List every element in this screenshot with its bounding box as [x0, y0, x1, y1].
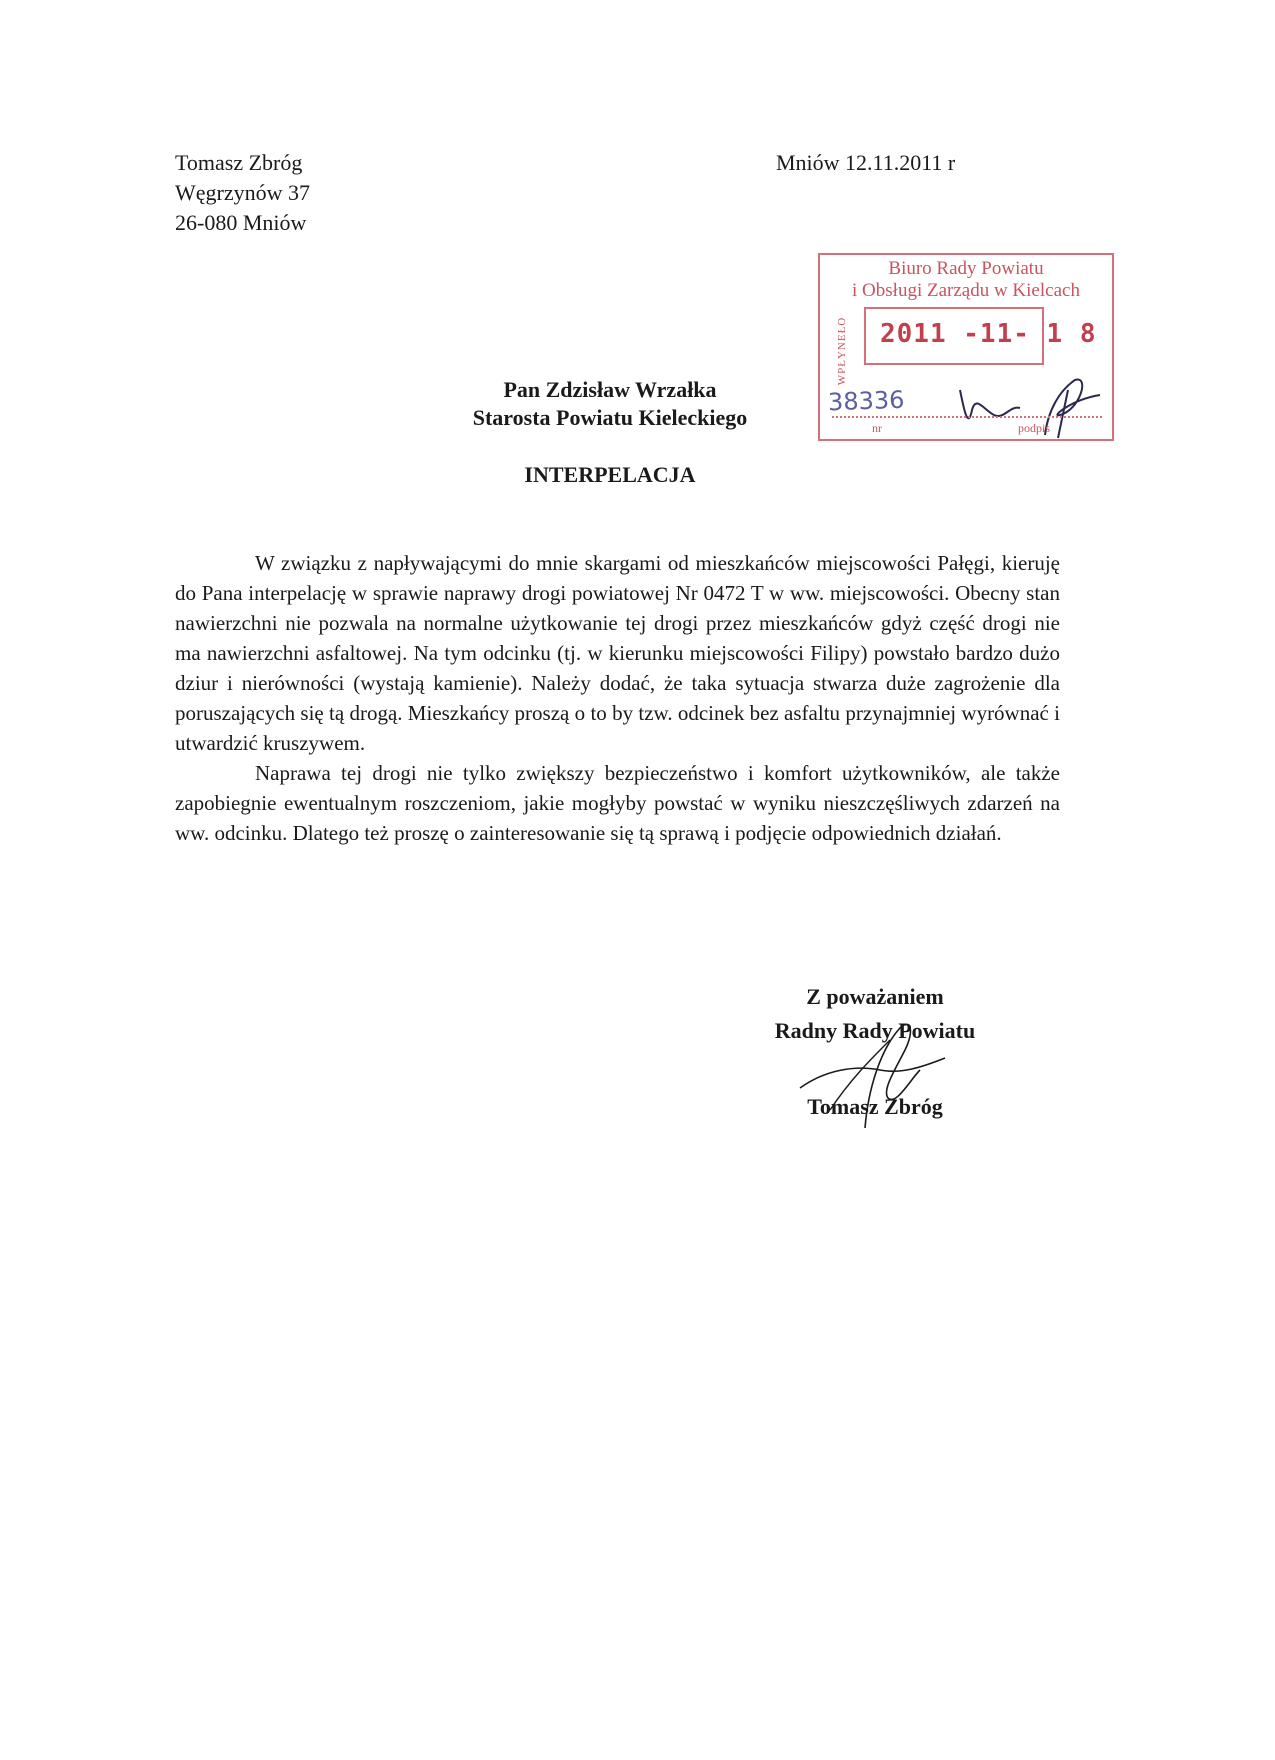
stamp-date: 2011 -11- 1 8: [880, 319, 1097, 349]
body-paragraph-1: W związku z napływającymi do mnie skargami od mieszkańców miejscowości Pałęgi, kieruję do Pana interpelację w sprawie naprawy drogi powiatowej Nr 0472 T w ww. miejscowości. Obecny stan nawierzchni nie pozwala na normalne użytkowanie tej drogi przez mieszkańców gdyż część drogi nie ma nawierzchni asfaltowej. Na tym odcinku (tj. w kierunku miejscowości Filipy) powstało bardzo dużo dziur i nierówności (wystają kamienie). Należy dodać, że taka sytuacja stwarza duże zagrożenie dla poruszających się tą drogą. Mieszkańcy proszą o to by tzw. odcinek bez asfaltu przynajmniej wyrównać i utwardzić kruszywem.: [175, 551, 1060, 755]
stamp-date-box: [864, 307, 1097, 365]
place-date: Mniów 12.11.2011 r: [776, 150, 956, 175]
closing-greeting: Z poważaniem: [806, 984, 944, 1009]
stamp-dotted-line: [832, 416, 1102, 418]
handwritten-signature: [770, 1010, 980, 1130]
received-stamp: [818, 253, 1114, 441]
letter-body: [175, 548, 1060, 848]
stamp-signature-label: podpis: [1018, 421, 1051, 435]
stamp-handwritten-number: 38336: [827, 385, 905, 417]
stamp-received-label: WPŁYNEŁO: [836, 316, 848, 386]
document-title: INTERPELACJA: [524, 462, 696, 487]
closing-role: Radny Rady Powiatu: [774, 1018, 976, 1043]
addressee: [380, 376, 840, 432]
sender-address: [175, 148, 310, 238]
stamp-office-line2: i Obsługi Zarządu w Kielcach: [852, 280, 1080, 301]
addressee-title: Starosta Powiatu Kieleckiego: [472, 405, 748, 430]
stamp-office-line1: Biuro Rady Powiatu: [888, 258, 1044, 279]
sender-name: Tomasz Zbróg: [175, 150, 303, 175]
body-paragraph-2: Naprawa tej drogi nie tylko zwiększy bezpieczeństwo i komfort użytkowników, ale także zapobiegnie ewentualnym roszczeniom, jakie mogłyby powstać w wyniku nieszczęśliwych zdarzeń na ww. odcinku. Dlatego też proszę o zainteresowanie się tą sprawą i podjęcie odpowiednich działań.: [175, 761, 1060, 845]
sender-postcode-city: 26-080 Mniów: [175, 210, 307, 235]
sender-street: Węgrzynów 37: [175, 180, 311, 205]
closing-signer-name: Tomasz Zbróg: [807, 1094, 943, 1119]
stamp-number-label: nr: [872, 421, 882, 435]
addressee-name: Pan Zdzisław Wrzałka: [503, 377, 717, 402]
